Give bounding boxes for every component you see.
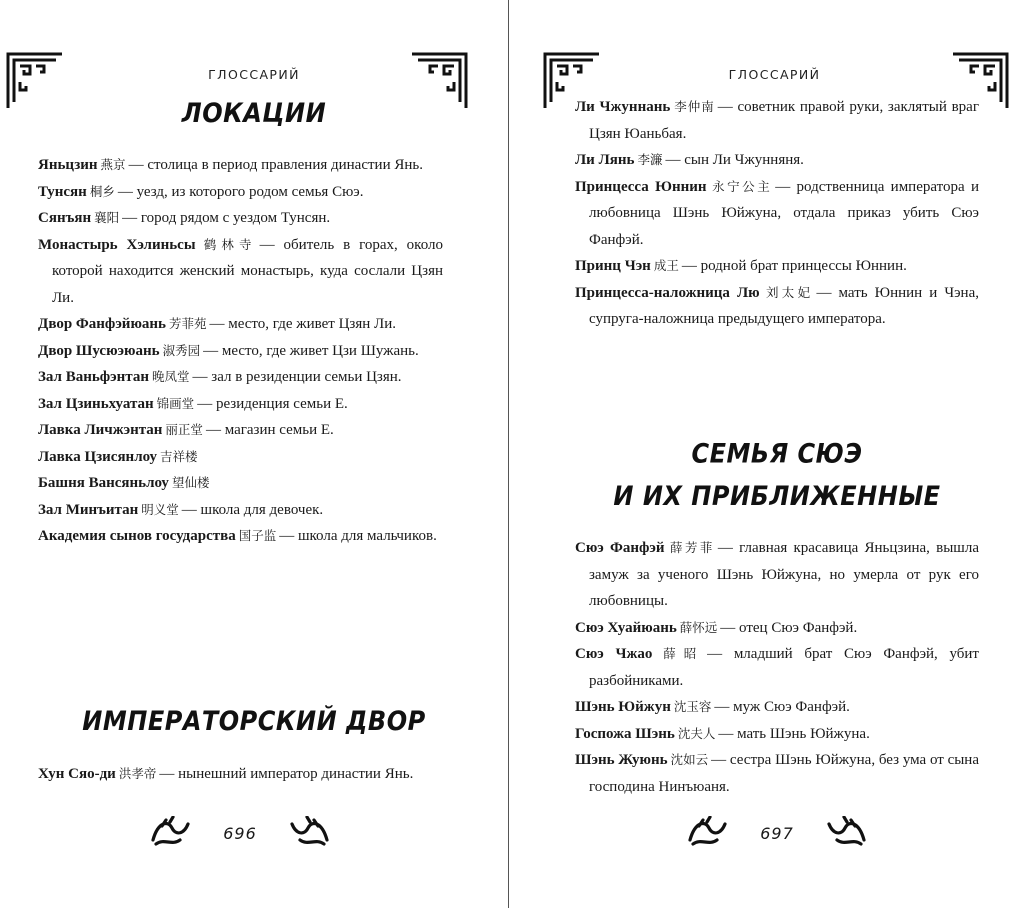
glossary-definition: — сестра Шэнь Юйжуна, без ума от сына господина Нинъюаня. (589, 752, 979, 795)
glossary-term: Тунсян (38, 183, 87, 200)
glossary-definition: — родной брат принцессы Юннин. (681, 258, 907, 274)
glossary-definition: — место, где живет Цзи Шужань. (203, 342, 419, 359)
glossary-term: Башня Вансяньлоу (38, 475, 169, 491)
glossary-hanzi: 吉祥楼 (160, 449, 198, 464)
glossary-hanzi: 李仲南 (673, 100, 715, 114)
glossary-term: Госпожа Шэнь (575, 725, 675, 742)
glossary-term: Сюэ Фанфэй (575, 540, 665, 556)
glossary-term: Двор Фанфэйюань (38, 316, 166, 332)
glossary-term: Хун Сяо-ди (38, 766, 116, 782)
glossary-entry (38, 391, 443, 418)
glossary-entry (575, 535, 979, 615)
glossary-definition: — младший брат Сюэ Фанфэй, убит разбойниками. (589, 646, 979, 689)
glossary-term: Принцесса Юннин (575, 178, 707, 195)
glossary-term: Академия сынов государства (38, 528, 236, 544)
glossary-hanzi: 襄阳 (94, 211, 120, 225)
glossary-hanzi: 沈如云 (670, 753, 709, 767)
glossary-term: Ли Чжуннань (575, 99, 671, 115)
glossary-hanzi: 芳菲苑 (168, 317, 207, 331)
running-head: ГЛОССАРИЙ (728, 67, 821, 82)
glossary-entry (575, 747, 979, 800)
glossary-entry (575, 615, 979, 642)
glossary-term: Сюэ Чжао (575, 646, 653, 662)
court-continued-list (575, 94, 979, 333)
dragon-left-icon (150, 816, 192, 850)
glossary-term: Зал Минъитан (38, 501, 139, 518)
glossary-term: Принц Чэн (575, 258, 651, 274)
dragon-right-icon (288, 816, 330, 850)
glossary-entry (38, 205, 443, 232)
glossary-definition: — советник правой руки, заклятый враг Цзян Юаньбая. (589, 99, 979, 142)
glossary-entry (575, 94, 979, 147)
page-number: 696 (223, 824, 257, 843)
glossary-entry (38, 497, 443, 524)
section-title-locations: ЛОКАЦИИ (181, 97, 327, 129)
glossary-hanzi: 薛怀远 (679, 620, 718, 635)
glossary-entry (38, 179, 443, 206)
glossary-definition: — резиденция семьи Е. (197, 395, 348, 412)
glossary-hanzi: 淑秀园 (162, 343, 201, 358)
glossary-definition: — мать Шэнь Юйжуна. (718, 725, 870, 742)
glossary-definition: — главная красавица Яньцзина, вышла замуж за ученого Шэнь Юйжуна, но умерла от рук его любовницы. (589, 540, 980, 609)
glossary-term: Зал Ваньфэнтан (38, 369, 149, 385)
glossary-hanzi: 鹤林寺 (198, 237, 257, 252)
glossary-hanzi: 沈夫人 (677, 726, 716, 741)
glossary-entry (38, 417, 443, 444)
glossary-entry (575, 694, 979, 721)
dragon-left-icon (687, 816, 729, 850)
xue-family-list (575, 535, 979, 800)
page-footer (150, 816, 330, 850)
glossary-term: Зал Цзиньхуатан (38, 395, 154, 412)
glossary-entry (38, 444, 443, 471)
glossary-hanzi: 晚凤堂 (152, 370, 190, 384)
glossary-hanzi: 望仙楼 (171, 476, 210, 490)
glossary-hanzi: 永宁公主 (709, 179, 773, 194)
glossary-definition: — родственница императора и любовница Шэнь Юйжуна, отдала приказ убить Сюэ Фанфэй. (589, 178, 979, 248)
glossary-hanzi: 洪孝帝 (118, 767, 157, 781)
right-page (509, 0, 1016, 908)
page-footer (687, 816, 867, 850)
glossary-term: Принцесса-наложница Лю (575, 284, 760, 301)
glossary-hanzi: 锦画堂 (156, 396, 195, 411)
glossary-entry (38, 311, 443, 338)
glossary-definition: — место, где живет Цзян Ли. (209, 316, 396, 332)
page-number: 697 (760, 824, 794, 843)
glossary-definition: — школа для мальчиков. (279, 528, 437, 544)
glossary-hanzi: 沈玉容 (673, 700, 712, 714)
glossary-hanzi: 国子监 (238, 529, 277, 543)
glossary-hanzi: 成王 (653, 259, 679, 273)
glossary-term: Сянъян (38, 210, 92, 226)
glossary-term: Сюэ Хуайюань (575, 619, 677, 636)
glossary-definition: — уезд, из которого родом семья Сюэ. (117, 183, 364, 200)
glossary-hanzi: 李濂 (637, 153, 663, 167)
section-title-xue-family: СЕМЬЯ СЮЭ И ИХ ПРИБЛИЖЕННЫЕ (613, 438, 941, 512)
glossary-definition: — мать Юннин и Чэна, супруга-наложница предыдущего императора. (589, 284, 979, 327)
glossary-definition: — город рядом с уездом Тунсян. (122, 210, 331, 226)
glossary-hanzi: 刘太妃 (762, 285, 814, 300)
locations-list (38, 152, 443, 550)
section-title-imperial-court: ИМПЕРАТОРСКИЙ ДВОР (82, 705, 426, 737)
glossary-term: Лавка Личжэнтан (38, 422, 163, 438)
glossary-entry (38, 470, 443, 497)
glossary-term: Шэнь Юйжун (575, 699, 671, 715)
glossary-entry (575, 174, 979, 254)
glossary-entry (575, 253, 979, 280)
glossary-entry (38, 232, 443, 312)
glossary-entry (38, 364, 443, 391)
running-head: ГЛОССАРИЙ (208, 67, 300, 82)
glossary-term: Лавка Цзисянлоу (38, 448, 158, 465)
glossary-entry (575, 721, 979, 748)
glossary-entry (575, 147, 979, 174)
glossary-entry (38, 152, 443, 179)
glossary-hanzi: 桐乡 (89, 184, 115, 199)
dragon-right-icon (825, 816, 867, 850)
glossary-entry (575, 641, 979, 694)
glossary-hanzi: 丽正堂 (165, 423, 203, 437)
glossary-entry (38, 523, 443, 550)
glossary-definition: — сын Ли Чжунняня. (665, 152, 804, 168)
glossary-definition: — столица в период правления династии Янь. (128, 157, 423, 173)
glossary-definition: — зал в резиденции семьи Цзян. (192, 369, 402, 385)
court-list (38, 761, 443, 788)
glossary-entry (38, 338, 443, 365)
glossary-definition: — школа для девочек. (181, 501, 324, 518)
glossary-term: Монастырь Хэлиньсы (38, 236, 196, 253)
glossary-term: Ли Лянь (575, 152, 635, 168)
glossary-hanzi: 薛芳菲 (667, 541, 715, 555)
glossary-term: Шэнь Жуюнь (575, 752, 668, 768)
glossary-definition: — обитель в горах, около которой находится женский монастырь, куда сослали Цзян Ли. (52, 236, 443, 306)
glossary-definition: — нынешний император династии Янь. (159, 766, 414, 782)
glossary-entry (575, 280, 979, 333)
glossary-hanzi: 燕京 (100, 158, 126, 172)
glossary-term: Яньцзин (38, 157, 98, 173)
glossary-entry (38, 761, 443, 788)
glossary-definition: — отец Сюэ Фанфэй. (720, 619, 858, 636)
glossary-definition: — магазин семьи Е. (205, 422, 334, 438)
glossary-hanzi: 薛昭 (655, 647, 705, 661)
glossary-definition: — муж Сюэ Фанфэй. (714, 699, 850, 715)
glossary-term: Двор Шусюэюань (38, 342, 160, 359)
glossary-hanzi: 明义堂 (141, 502, 179, 517)
